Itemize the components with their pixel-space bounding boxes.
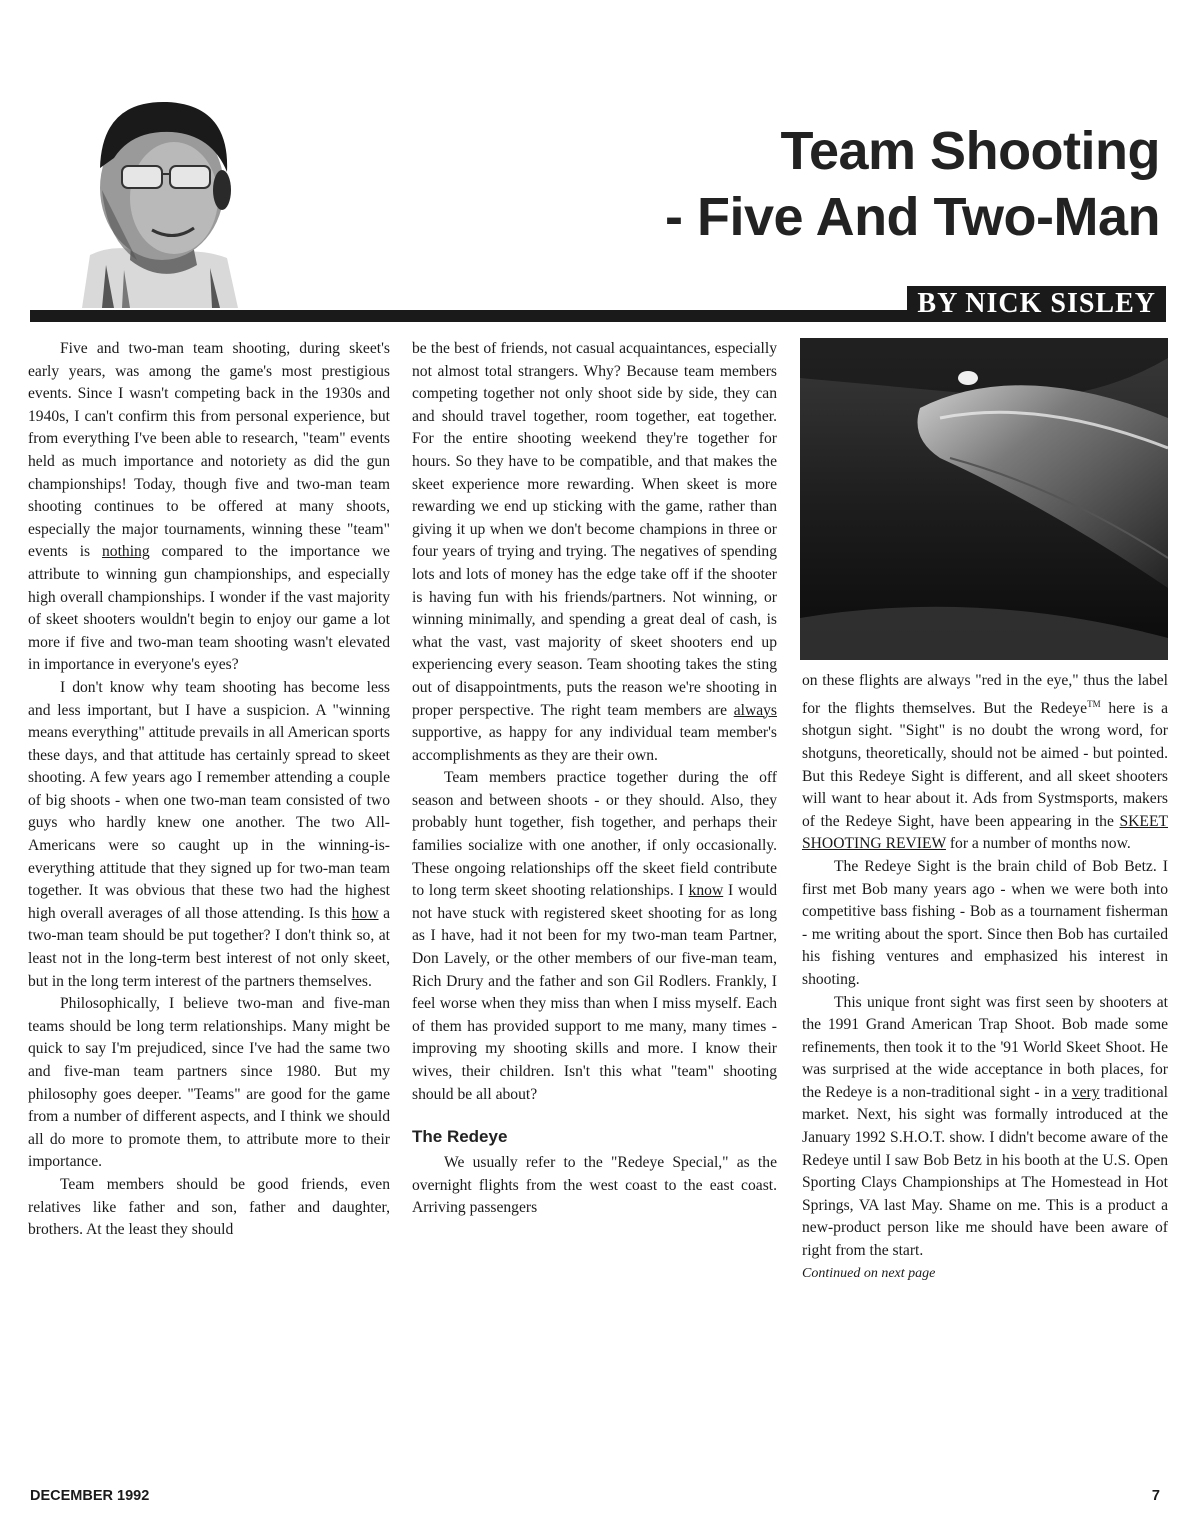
article-column-1 xyxy=(28,338,390,1242)
issue-date: DECEMBER 1992 xyxy=(30,1488,150,1504)
continued-note: Continued on next page xyxy=(802,1265,936,1281)
paragraph: Philosophically, I believe two-man and five-man teams should be long term relationships. Many might be quick to say I'm prejudiced, since I've had the same two and five-man team partners since 1980. But my philosophy goes deeper. "Teams" are good for the game from a number of different aspects, and I think we should all do more to promote them, to attribute more to their importance. xyxy=(28,995,390,1171)
article-column-3 xyxy=(802,670,1168,1285)
paragraph: Team members should be good friends, even relatives like father and son, father and daughter, brothers. At the least they should xyxy=(28,1175,390,1239)
paragraph: This unique front sight was first seen by shooters at the 1991 Grand American Trap Shoot. Bob made some refinements, then took it to the '91 World Skeet Shoot. He was surprised at the wide acceptance in both places, for the Redeye is a non-traditional sight - in a very traditional market. Next, his sight was formally introduced at the January 1992 S.H.O.T. show. I didn't become aware of the Redeye until I saw Bob Betz in his booth at the U.S. Open Sporting Clays Championships at The Homestead in Hot Springs, VA last May. Shame on me. This is a product a new-product person like me should have been aware of right from the start. xyxy=(802,993,1168,1260)
byline: BY NICK SISLEY xyxy=(907,286,1166,322)
article-column-2 xyxy=(412,338,777,1220)
paragraph: on these flights are always "red in the eye," thus the label for the flights themselves. But the Redeye™ here is a shotgun sight. "Sight" is no doubt the wrong word, for shotguns, theoretically, should not be aimed - but pointed. But this Redeye Sight is different, and all skeet shooters will want to hear about it. Ads from Systmsports, makers of the Redeye Sight, have been appearing in the SKEET SHOOTING REVIEW for a number of months now. xyxy=(802,672,1168,853)
article-title-line-1: Team Shooting xyxy=(780,121,1160,181)
paragraph: Five and two-man team shooting, during skeet's early years, was among the game's most prestigious events. Since I wasn't competing back in the 1930s and 1940s, I can't confirm this from personal experience, but from everything I've been able to research, "team" events held as much importance and notoriety as did the gun championships! Today, though five and two-man team shooting continues to be offered at many shoots, especially the major tournaments, winning these "team" events is nothing compared to the importance we attribute to winning gun championships, and especially high overall championships. I wonder if the vast majority of skeet shooters wouldn't begin to enjoy our game a lot more if five and two-man team shooting wasn't elevated in importance in everyone's eyes? xyxy=(28,340,390,674)
paragraph: Team members practice together during the off season and between shoots - or they should. Also, they probably hunt together, fish together, and perhaps their families socialize with one another, if only occasionally. These ongoing relationships off the skeet field contribute to long term skeet shooting relationships. I know I would not have stuck with registered skeet shooting for as long as I have, had it not been for my two-man team Partner, Don Lavely, or the other members of our five-man team, Rich Drury and the father and son Gil Rodlers. Frankly, I feel worse when they miss than when I miss myself. Each of them has provided support to me many, many times - improving my shooting skills and more. I know their wives, their children. Isn't this what "team" shooting should be all about? xyxy=(412,769,777,1103)
paragraph: I don't know why team shooting has become less and less important, but I have a suspicion. A "winning means everything" attitude prevails in all American sports these days, and that attitude has certainly spread to skeet shooting. A few years ago I remember attending a couple of big shoots - when one two-man team consisted of two guys who hardly knew one another. The two All-Americans were so caught up in the winning-is-everything attitude that they signed up for two-man team together. It was obvious that these two had the highest high overall averages of all those attending. Is this how a two-man team should be put together? I don't think so, at least not in the long-term best interest of not only skeet, but in the long term interest of the partners themselves. xyxy=(28,678,390,990)
paragraph: The Redeye Sight is the brain child of Bob Betz. I first met Bob many years ago - when we were both into competitive bass fishing - Bob as a tournament fisherman - me writing about the sport. Since then Bob has curtailed his fishing ventures and emphasized his interest in shooting. xyxy=(802,857,1168,988)
article-title xyxy=(540,118,1160,250)
trademark-mark: TM xyxy=(1087,698,1101,709)
subheading: The Redeye xyxy=(412,1127,508,1147)
shotgun-sight-photo xyxy=(800,338,1168,660)
author-portrait xyxy=(62,80,252,308)
article-title-line-2: - Five And Two-Man xyxy=(665,187,1160,247)
page-number: 7 xyxy=(1151,1488,1160,1504)
paragraph: We usually refer to the "Redeye Special," as the overnight flights from the west coast to the east coast. Arriving passengers xyxy=(412,1154,777,1217)
paragraph: be the best of friends, not casual acquaintances, especially not almost total strangers. Why? Because team members competing together not only shoot side by side, they can and should travel together, room together, eat together. For the entire shooting weekend they're together for hours. So they have to be compatible, and that makes the skeet experience more rewarding. When skeet is more rewarding we end up sticking with the game, rather than giving it up when we don't become champions in three or four years of trying and trying. The negatives of spending lots and lots of money has the edge take off if the shooter is having fun with his friends/partners. Not winning, or winning minimally, and spending a great deal of cash, is what the vast, vast majority of skeet shooters end up experiencing every season. Team shooting takes the sting out of disappointments, puts the reason we're shooting in proper perspective. The right team members are always supportive, as happy for any individual team member's accomplishments as they are their own. xyxy=(412,340,777,764)
